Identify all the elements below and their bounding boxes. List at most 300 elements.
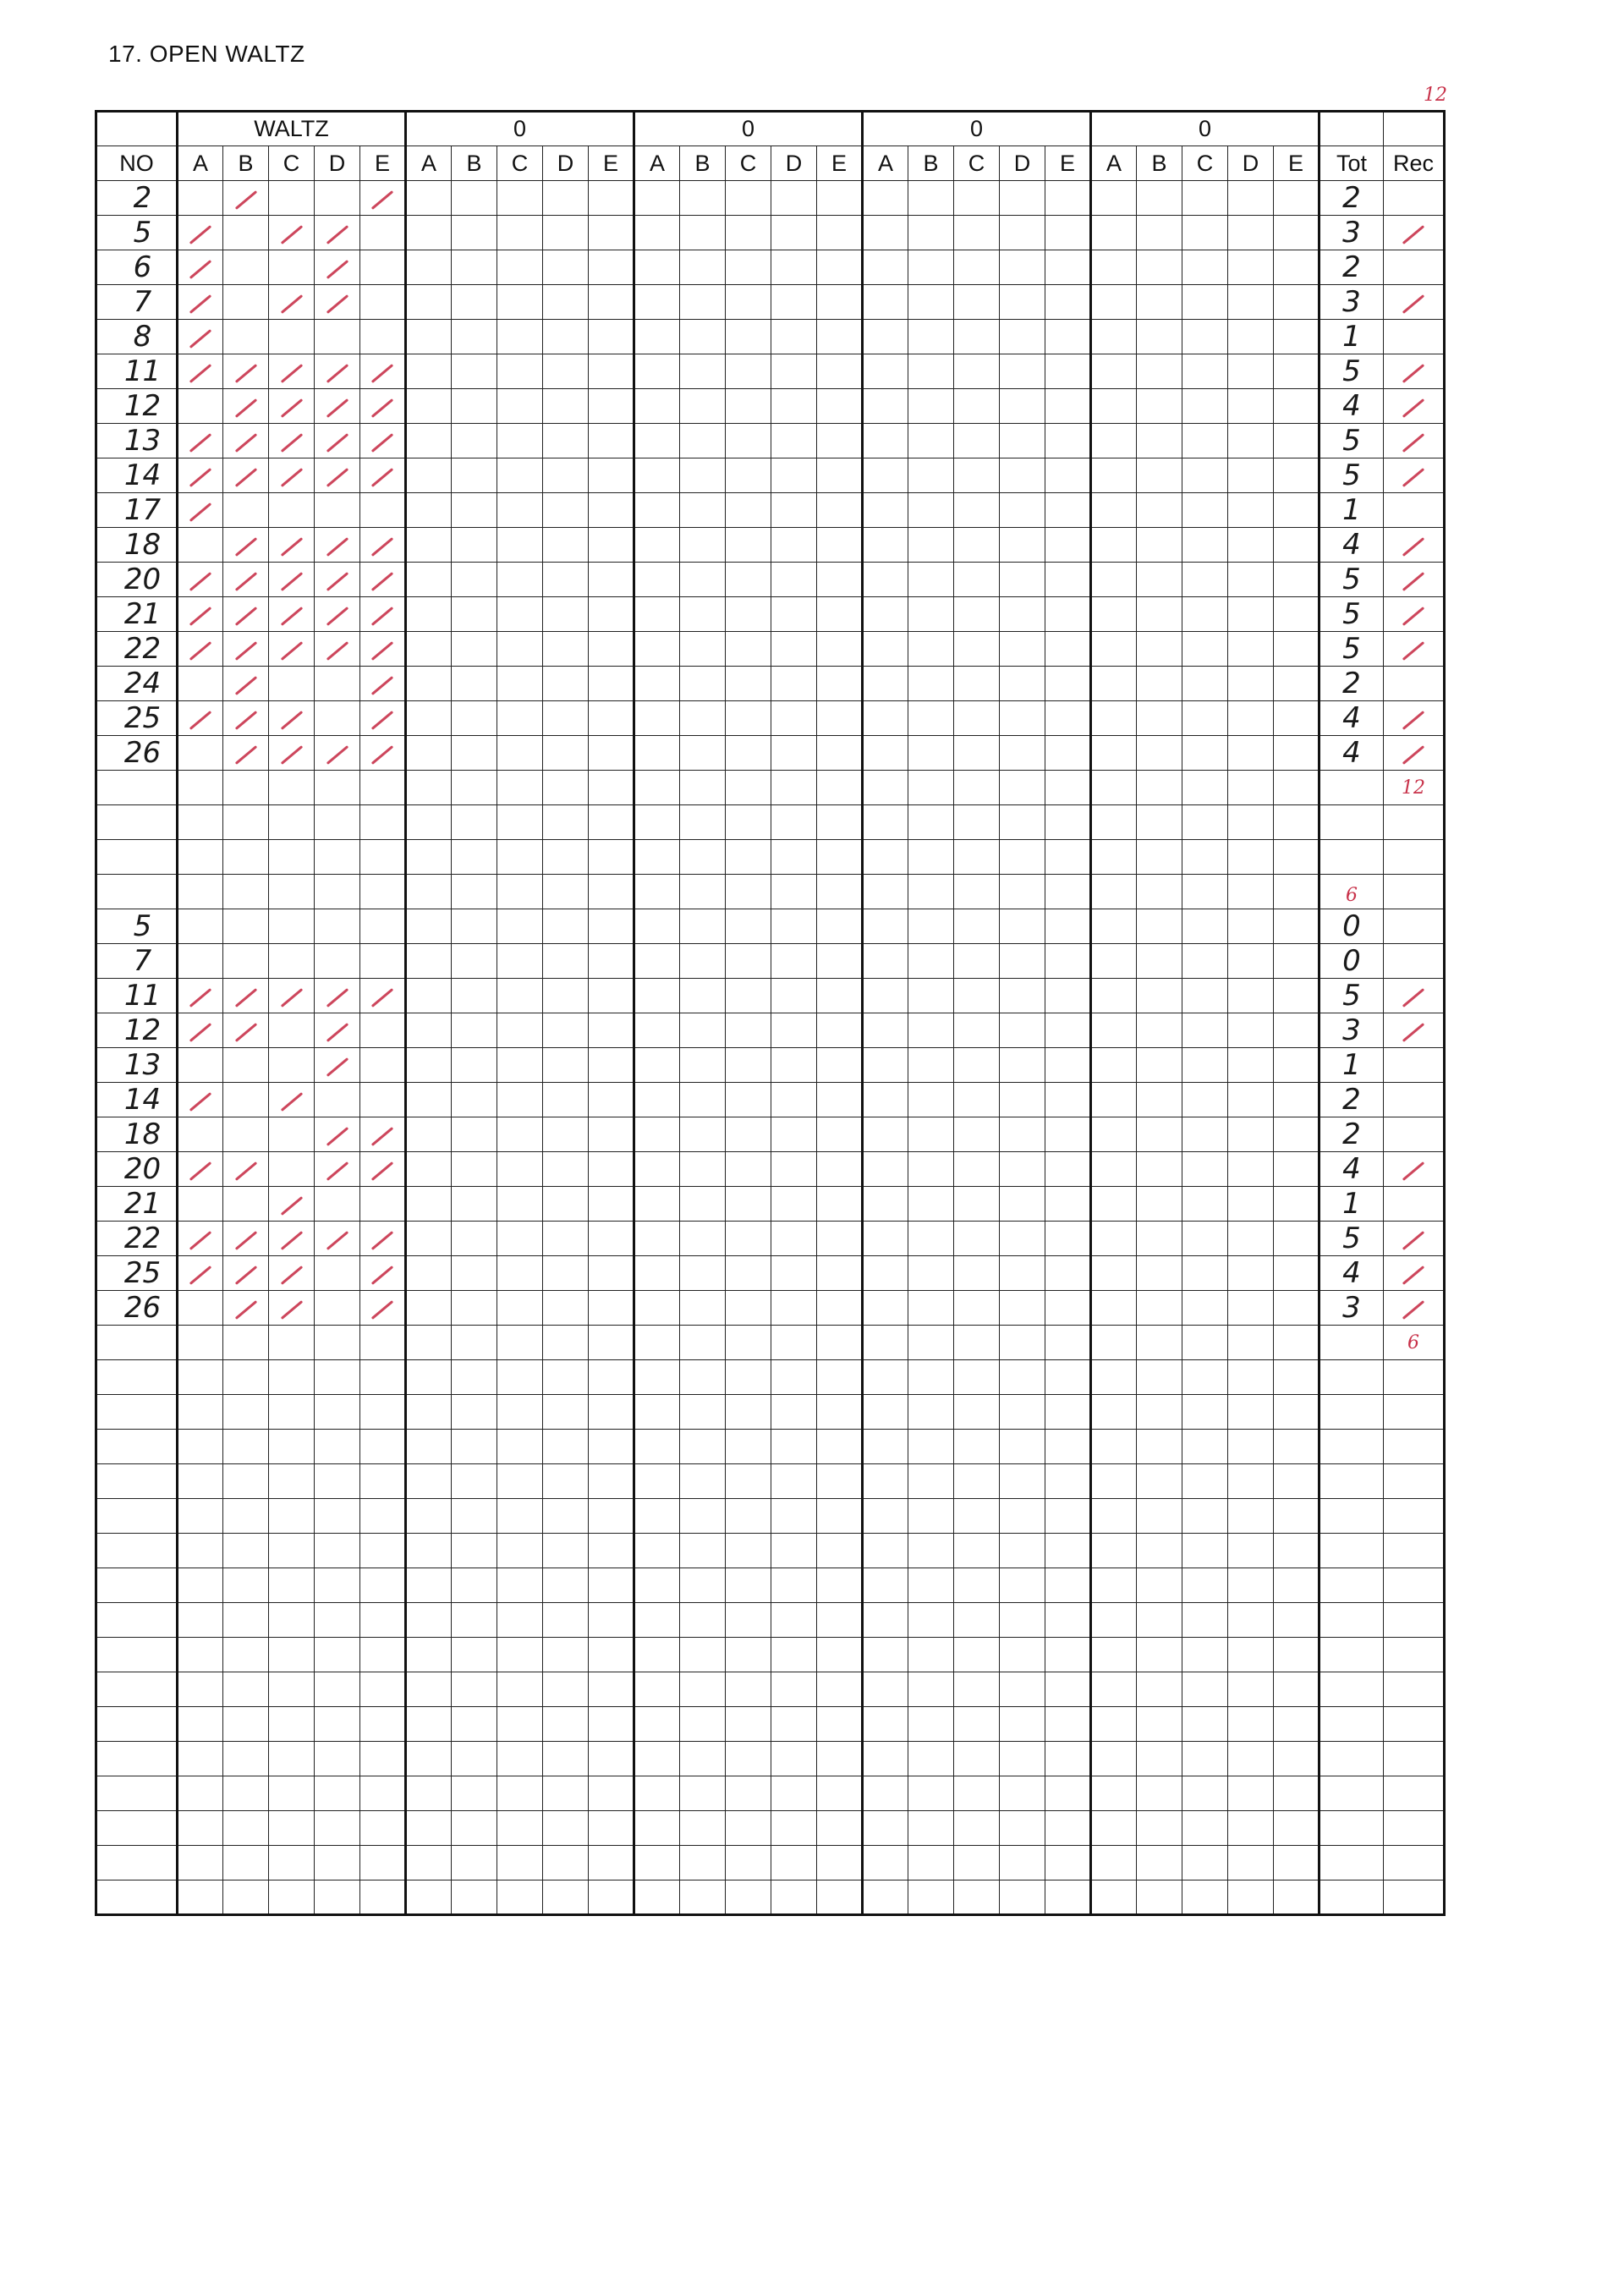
mark-cell bbox=[223, 1776, 269, 1811]
mark-cell bbox=[817, 875, 863, 909]
mark-cell bbox=[543, 1360, 589, 1395]
mark-cell bbox=[269, 667, 315, 701]
mark-cell bbox=[1000, 1499, 1045, 1534]
competitor-number: 11 bbox=[96, 979, 178, 1013]
mark-cell bbox=[315, 1256, 360, 1291]
mark-cell bbox=[954, 424, 1000, 458]
mark-cell bbox=[315, 1326, 360, 1360]
mark-cell bbox=[360, 1880, 406, 1915]
competitor-number: 7 bbox=[96, 944, 178, 979]
mark-cell bbox=[223, 1256, 269, 1291]
mark-cell bbox=[954, 597, 1000, 632]
judge-header-5-c: C bbox=[1182, 146, 1228, 181]
mark-cell bbox=[771, 1256, 817, 1291]
judge-header-5-a: A bbox=[1091, 146, 1137, 181]
mark-cell bbox=[269, 1048, 315, 1083]
mark-cell bbox=[452, 632, 497, 667]
judge-header-1-a: A bbox=[178, 146, 223, 181]
mark-cell bbox=[315, 1846, 360, 1880]
mark-cell bbox=[954, 909, 1000, 944]
competitor-number: 18 bbox=[96, 528, 178, 563]
mark-cell bbox=[178, 285, 223, 320]
mark-cell bbox=[1182, 805, 1228, 840]
mark-cell bbox=[178, 667, 223, 701]
mark-cell bbox=[543, 944, 589, 979]
mark-cell bbox=[680, 563, 726, 597]
mark-cell bbox=[497, 1707, 543, 1742]
total-value: 3 bbox=[1320, 1291, 1384, 1326]
mark-cell bbox=[1000, 1534, 1045, 1568]
mark-cell bbox=[315, 1222, 360, 1256]
mark-cell bbox=[406, 1187, 452, 1222]
check-mark bbox=[326, 1057, 348, 1077]
mark-cell bbox=[954, 1013, 1000, 1048]
mark-cell bbox=[680, 1638, 726, 1672]
mark-cell bbox=[634, 216, 680, 250]
mark-cell bbox=[680, 1742, 726, 1776]
mark-cell bbox=[680, 1117, 726, 1152]
mark-cell bbox=[1000, 1395, 1045, 1430]
mark-cell bbox=[543, 250, 589, 285]
total-value bbox=[1320, 1430, 1384, 1464]
judge-header-4-c: C bbox=[954, 146, 1000, 181]
mark-cell bbox=[406, 1880, 452, 1915]
mark-cell bbox=[1274, 1395, 1320, 1430]
judge-header-4-d: D bbox=[1000, 146, 1045, 181]
total-value bbox=[1320, 1811, 1384, 1846]
recall-mark bbox=[1402, 1300, 1424, 1320]
mark-cell bbox=[1045, 216, 1091, 250]
mark-cell bbox=[406, 1222, 452, 1256]
mark-cell bbox=[360, 285, 406, 320]
mark-cell bbox=[817, 1672, 863, 1707]
check-mark bbox=[326, 364, 348, 383]
mark-cell bbox=[680, 1464, 726, 1499]
mark-cell bbox=[863, 1776, 908, 1811]
mark-cell bbox=[315, 667, 360, 701]
mark-cell bbox=[1137, 944, 1182, 979]
mark-cell bbox=[634, 1672, 680, 1707]
mark-cell bbox=[452, 285, 497, 320]
mark-cell bbox=[680, 354, 726, 389]
mark-cell bbox=[269, 1499, 315, 1534]
mark-cell bbox=[1274, 1291, 1320, 1326]
mark-cell bbox=[452, 1464, 497, 1499]
mark-cell bbox=[543, 1568, 589, 1603]
mark-cell bbox=[726, 1187, 771, 1222]
mark-cell bbox=[771, 667, 817, 701]
mark-cell bbox=[1228, 944, 1274, 979]
mark-cell bbox=[1091, 1534, 1137, 1568]
total-value: 5 bbox=[1320, 458, 1384, 493]
competitor-number: 17 bbox=[96, 493, 178, 528]
check-mark bbox=[280, 1300, 302, 1320]
mark-cell bbox=[908, 285, 954, 320]
recall-cell bbox=[1384, 597, 1445, 632]
competitor-number: 25 bbox=[96, 1256, 178, 1291]
mark-cell bbox=[908, 528, 954, 563]
mark-cell bbox=[817, 458, 863, 493]
table-row bbox=[96, 1464, 1445, 1499]
mark-cell bbox=[954, 1811, 1000, 1846]
mark-cell bbox=[771, 1152, 817, 1187]
mark-cell bbox=[360, 597, 406, 632]
table-row bbox=[96, 354, 1445, 389]
mark-cell bbox=[406, 597, 452, 632]
mark-cell bbox=[315, 736, 360, 771]
mark-cell bbox=[452, 771, 497, 805]
mark-cell bbox=[543, 1707, 589, 1742]
mark-cell bbox=[269, 424, 315, 458]
mark-cell bbox=[178, 979, 223, 1013]
mark-cell bbox=[726, 1811, 771, 1846]
mark-cell bbox=[315, 320, 360, 354]
mark-cell bbox=[954, 1222, 1000, 1256]
mark-cell bbox=[726, 736, 771, 771]
rec-column-header: Rec bbox=[1384, 146, 1445, 181]
mark-cell bbox=[817, 1360, 863, 1395]
mark-cell bbox=[406, 563, 452, 597]
mark-cell bbox=[1045, 979, 1091, 1013]
mark-cell bbox=[452, 701, 497, 736]
mark-cell bbox=[1228, 667, 1274, 701]
mark-cell bbox=[634, 597, 680, 632]
recall-cell bbox=[1384, 1326, 1445, 1360]
mark-cell bbox=[589, 1846, 634, 1880]
total-value: 0 bbox=[1320, 944, 1384, 979]
mark-cell bbox=[726, 1395, 771, 1430]
judge-header-2-e: E bbox=[589, 146, 634, 181]
mark-cell bbox=[223, 458, 269, 493]
mark-cell bbox=[1274, 1534, 1320, 1568]
mark-cell bbox=[452, 1048, 497, 1083]
mark-cell bbox=[634, 458, 680, 493]
mark-cell bbox=[1274, 1187, 1320, 1222]
mark-cell bbox=[178, 181, 223, 216]
mark-cell bbox=[1182, 1187, 1228, 1222]
mark-cell bbox=[1045, 1152, 1091, 1187]
mark-cell bbox=[680, 1222, 726, 1256]
mark-cell bbox=[771, 597, 817, 632]
mark-cell bbox=[223, 528, 269, 563]
mark-cell bbox=[1045, 1776, 1091, 1811]
total-value bbox=[1320, 1603, 1384, 1638]
mark-cell bbox=[726, 389, 771, 424]
mark-cell bbox=[452, 1672, 497, 1707]
mark-cell bbox=[1137, 979, 1182, 1013]
mark-cell bbox=[1045, 424, 1091, 458]
mark-cell bbox=[863, 736, 908, 771]
mark-cell bbox=[543, 1048, 589, 1083]
mark-cell bbox=[269, 979, 315, 1013]
competitor-number: 18 bbox=[96, 1117, 178, 1152]
mark-cell bbox=[954, 181, 1000, 216]
recall-cell bbox=[1384, 840, 1445, 875]
judge-header-4-b: B bbox=[908, 146, 954, 181]
table-row bbox=[96, 458, 1445, 493]
mark-cell bbox=[1228, 250, 1274, 285]
check-mark bbox=[280, 1092, 302, 1112]
mark-cell bbox=[178, 701, 223, 736]
mark-cell bbox=[1091, 701, 1137, 736]
mark-cell bbox=[452, 1430, 497, 1464]
table-row bbox=[96, 1048, 1445, 1083]
mark-cell bbox=[1000, 1256, 1045, 1291]
mark-cell bbox=[406, 493, 452, 528]
mark-cell bbox=[543, 1395, 589, 1430]
total-value bbox=[1320, 1360, 1384, 1395]
total-value bbox=[1320, 1672, 1384, 1707]
mark-cell bbox=[360, 1638, 406, 1672]
mark-cell bbox=[954, 1256, 1000, 1291]
mark-cell bbox=[406, 320, 452, 354]
table-row bbox=[96, 771, 1445, 805]
table-row bbox=[96, 285, 1445, 320]
mark-cell bbox=[452, 1187, 497, 1222]
mark-cell bbox=[269, 389, 315, 424]
mark-cell bbox=[954, 875, 1000, 909]
competitor-number: 8 bbox=[96, 320, 178, 354]
mark-cell bbox=[589, 1360, 634, 1395]
mark-cell bbox=[1228, 1360, 1274, 1395]
mark-cell bbox=[497, 458, 543, 493]
total-value bbox=[1320, 1326, 1384, 1360]
check-mark bbox=[371, 572, 393, 591]
mark-cell bbox=[1000, 1326, 1045, 1360]
mark-cell bbox=[497, 1464, 543, 1499]
mark-cell bbox=[634, 1152, 680, 1187]
table-row bbox=[96, 1499, 1445, 1534]
check-mark bbox=[371, 988, 393, 1007]
mark-cell bbox=[1045, 805, 1091, 840]
mark-cell bbox=[680, 528, 726, 563]
recall-cell bbox=[1384, 1048, 1445, 1083]
mark-cell bbox=[315, 909, 360, 944]
mark-cell bbox=[817, 1811, 863, 1846]
mark-cell bbox=[863, 216, 908, 250]
recall-mark bbox=[1402, 1231, 1424, 1250]
mark-cell bbox=[863, 424, 908, 458]
mark-cell bbox=[269, 563, 315, 597]
recall-cell bbox=[1384, 1811, 1445, 1846]
mark-cell bbox=[178, 320, 223, 354]
mark-cell bbox=[543, 667, 589, 701]
mark-cell bbox=[817, 1568, 863, 1603]
mark-cell bbox=[360, 354, 406, 389]
mark-cell bbox=[726, 1603, 771, 1638]
mark-cell bbox=[771, 736, 817, 771]
mark-cell bbox=[680, 632, 726, 667]
mark-cell bbox=[1274, 1048, 1320, 1083]
table-row bbox=[96, 1360, 1445, 1395]
mark-cell bbox=[817, 528, 863, 563]
mark-cell bbox=[178, 458, 223, 493]
mark-cell bbox=[178, 1083, 223, 1117]
mark-cell bbox=[1228, 458, 1274, 493]
mark-cell bbox=[1000, 320, 1045, 354]
mark-cell bbox=[1045, 389, 1091, 424]
mark-cell bbox=[452, 1707, 497, 1742]
mark-cell bbox=[863, 1603, 908, 1638]
mark-cell bbox=[589, 771, 634, 805]
check-mark bbox=[371, 1300, 393, 1320]
recall-cell bbox=[1384, 563, 1445, 597]
mark-cell bbox=[954, 1672, 1000, 1707]
mark-cell bbox=[1045, 1880, 1091, 1915]
mark-cell bbox=[817, 736, 863, 771]
mark-cell bbox=[680, 597, 726, 632]
mark-cell bbox=[908, 1742, 954, 1776]
mark-cell bbox=[817, 1291, 863, 1326]
mark-cell bbox=[452, 1326, 497, 1360]
competitor-number bbox=[96, 1846, 178, 1880]
mark-cell bbox=[178, 1534, 223, 1568]
mark-cell bbox=[954, 701, 1000, 736]
recall-mark bbox=[1402, 711, 1424, 730]
mark-cell bbox=[1274, 528, 1320, 563]
section-title-2: 0 bbox=[406, 112, 634, 146]
mark-cell bbox=[406, 1152, 452, 1187]
mark-cell bbox=[1000, 216, 1045, 250]
judge-header-1-c: C bbox=[269, 146, 315, 181]
mark-cell bbox=[1045, 1360, 1091, 1395]
mark-cell bbox=[178, 1430, 223, 1464]
mark-cell bbox=[1045, 771, 1091, 805]
mark-cell bbox=[1091, 632, 1137, 667]
mark-cell bbox=[1274, 805, 1320, 840]
mark-cell bbox=[1000, 1013, 1045, 1048]
total-value: 5 bbox=[1320, 632, 1384, 667]
mark-cell bbox=[178, 216, 223, 250]
check-mark bbox=[326, 537, 348, 557]
total-value bbox=[1320, 1568, 1384, 1603]
mark-cell bbox=[1045, 944, 1091, 979]
mark-cell bbox=[863, 944, 908, 979]
mark-cell bbox=[863, 1152, 908, 1187]
mark-cell bbox=[406, 736, 452, 771]
mark-cell bbox=[634, 285, 680, 320]
mark-cell bbox=[954, 493, 1000, 528]
sheet-body bbox=[96, 181, 1445, 1915]
mark-cell bbox=[497, 1326, 543, 1360]
mark-cell bbox=[680, 1152, 726, 1187]
mark-cell bbox=[360, 563, 406, 597]
check-mark bbox=[326, 260, 348, 279]
recall-cell bbox=[1384, 1430, 1445, 1464]
mark-cell bbox=[1000, 1048, 1045, 1083]
mark-cell bbox=[543, 493, 589, 528]
mark-cell bbox=[1228, 840, 1274, 875]
mark-cell bbox=[680, 1291, 726, 1326]
mark-cell bbox=[726, 944, 771, 979]
mark-cell bbox=[771, 320, 817, 354]
check-mark bbox=[371, 190, 393, 210]
mark-cell bbox=[269, 701, 315, 736]
competitor-number bbox=[96, 1811, 178, 1846]
mark-cell bbox=[223, 1222, 269, 1256]
mark-cell bbox=[1000, 1152, 1045, 1187]
rec-header-spacer bbox=[1384, 112, 1445, 146]
mark-cell bbox=[178, 736, 223, 771]
mark-cell bbox=[315, 632, 360, 667]
mark-cell bbox=[452, 597, 497, 632]
mark-cell bbox=[1228, 1291, 1274, 1326]
mark-cell bbox=[954, 1395, 1000, 1430]
mark-cell bbox=[771, 701, 817, 736]
recall-cell bbox=[1384, 424, 1445, 458]
mark-cell bbox=[954, 1152, 1000, 1187]
mark-cell bbox=[543, 701, 589, 736]
mark-cell bbox=[1228, 1707, 1274, 1742]
mark-cell bbox=[1091, 979, 1137, 1013]
mark-cell bbox=[726, 909, 771, 944]
mark-cell bbox=[771, 875, 817, 909]
mark-cell bbox=[1228, 320, 1274, 354]
mark-cell bbox=[589, 285, 634, 320]
mark-cell bbox=[452, 181, 497, 216]
mark-cell bbox=[954, 1117, 1000, 1152]
mark-cell bbox=[1182, 1326, 1228, 1360]
mark-cell bbox=[817, 1222, 863, 1256]
mark-cell bbox=[269, 1464, 315, 1499]
mark-cell bbox=[269, 458, 315, 493]
check-mark bbox=[326, 468, 348, 487]
recall-cell bbox=[1384, 1395, 1445, 1430]
mark-cell bbox=[1274, 1846, 1320, 1880]
mark-cell bbox=[589, 1048, 634, 1083]
mark-cell bbox=[406, 1117, 452, 1152]
mark-cell bbox=[634, 701, 680, 736]
competitor-number bbox=[96, 1672, 178, 1707]
check-mark bbox=[326, 641, 348, 661]
mark-cell bbox=[1182, 1742, 1228, 1776]
mark-cell bbox=[817, 320, 863, 354]
mark-cell bbox=[634, 1568, 680, 1603]
mark-cell bbox=[223, 805, 269, 840]
mark-cell bbox=[1274, 1880, 1320, 1915]
table-row bbox=[96, 1707, 1445, 1742]
check-mark bbox=[234, 988, 256, 1007]
mark-cell bbox=[726, 597, 771, 632]
check-mark bbox=[234, 364, 256, 383]
mark-cell bbox=[1000, 1222, 1045, 1256]
mark-cell bbox=[1228, 1152, 1274, 1187]
mark-cell bbox=[726, 1499, 771, 1534]
mark-cell bbox=[817, 1187, 863, 1222]
mark-cell bbox=[1000, 1187, 1045, 1222]
mark-cell bbox=[1045, 458, 1091, 493]
mark-cell bbox=[954, 944, 1000, 979]
mark-cell bbox=[1000, 493, 1045, 528]
mark-cell bbox=[452, 250, 497, 285]
mark-cell bbox=[1091, 528, 1137, 563]
table-row bbox=[96, 1326, 1445, 1360]
mark-cell bbox=[315, 1430, 360, 1464]
mark-cell bbox=[1091, 1811, 1137, 1846]
mark-cell bbox=[771, 771, 817, 805]
mark-cell bbox=[680, 805, 726, 840]
mark-cell bbox=[1045, 1672, 1091, 1707]
mark-cell bbox=[1091, 875, 1137, 909]
mark-cell bbox=[1091, 1117, 1137, 1152]
mark-cell bbox=[863, 250, 908, 285]
check-mark bbox=[189, 225, 211, 244]
total-value: 0 bbox=[1320, 909, 1384, 944]
check-mark bbox=[280, 1231, 302, 1250]
check-mark bbox=[234, 572, 256, 591]
section-header-row bbox=[96, 112, 1445, 146]
mark-cell bbox=[452, 1013, 497, 1048]
